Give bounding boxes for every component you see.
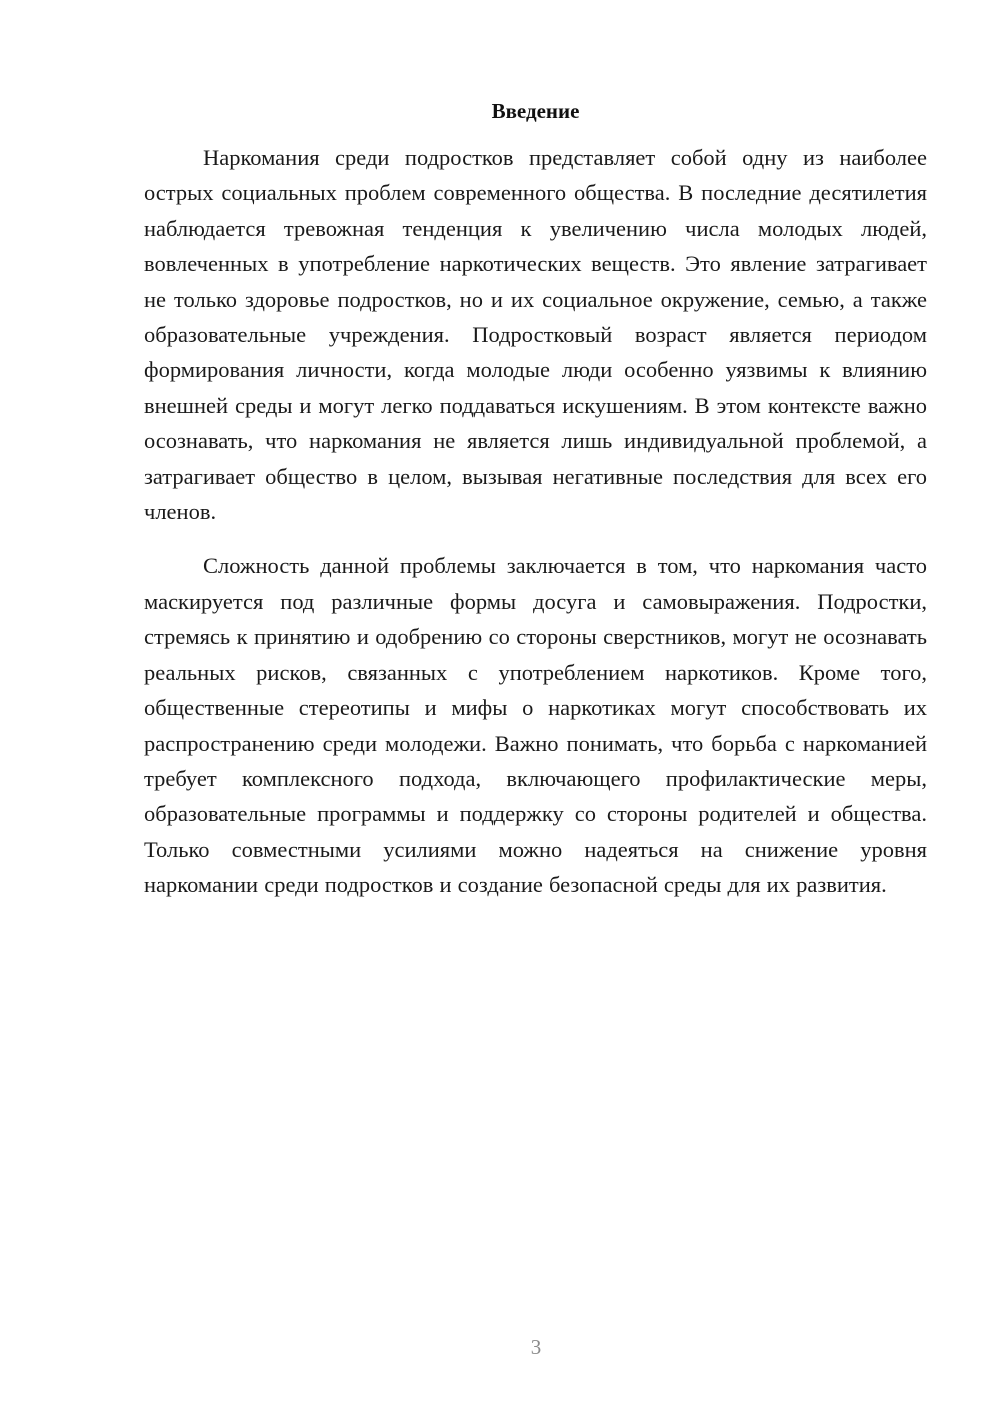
section-heading: Введение xyxy=(491,99,580,123)
page-number: 3 xyxy=(530,1335,542,1359)
paragraph-2: Сложность данной проблемы заключается в том, что наркомания часто маскируется под различные формы досуга и самовыражения. Подростки, стремясь к принятию и одобрению со стороны сверстников, могут не осознавать реальных рисков, связанных с употреблением наркотиков. Кроме того, общественные стереотипы и мифы о наркотиках могут способствовать их распространению среди молодежи. Важно понимать, что борьба с наркоманией требует комплексного подхода, включающего профилактические меры, образовательные программы и поддержку со стороны родителей и общества. Только совместными усилиями можно надеяться на снижение уровня наркомании среди подростков и создание безопасной среды для их развития. xyxy=(144,553,927,898)
paragraph-1: Наркомания среди подростков представляет собой одну из наиболее острых социальных проблем современного общества. В последние десятилетия наблюдается тревожная тенденция к увеличению числа молодых людей, вовлеченных в употребление наркотических веществ. Это явление затрагивает не только здоровье подростков, но и их социальное окружение, семью, а также образовательные учреждения. Подростковый возраст является периодом формирования личности, когда молодые люди особенно уязвимы к влиянию внешней среды и могут легко поддаваться искушениям. В этом контексте важно осознавать, что наркомания не является лишь индивидуальной проблемой, а затрагивает общество в целом, вызывая негативные последствия для всех его членов. xyxy=(144,145,927,525)
page-content xyxy=(144,96,927,903)
